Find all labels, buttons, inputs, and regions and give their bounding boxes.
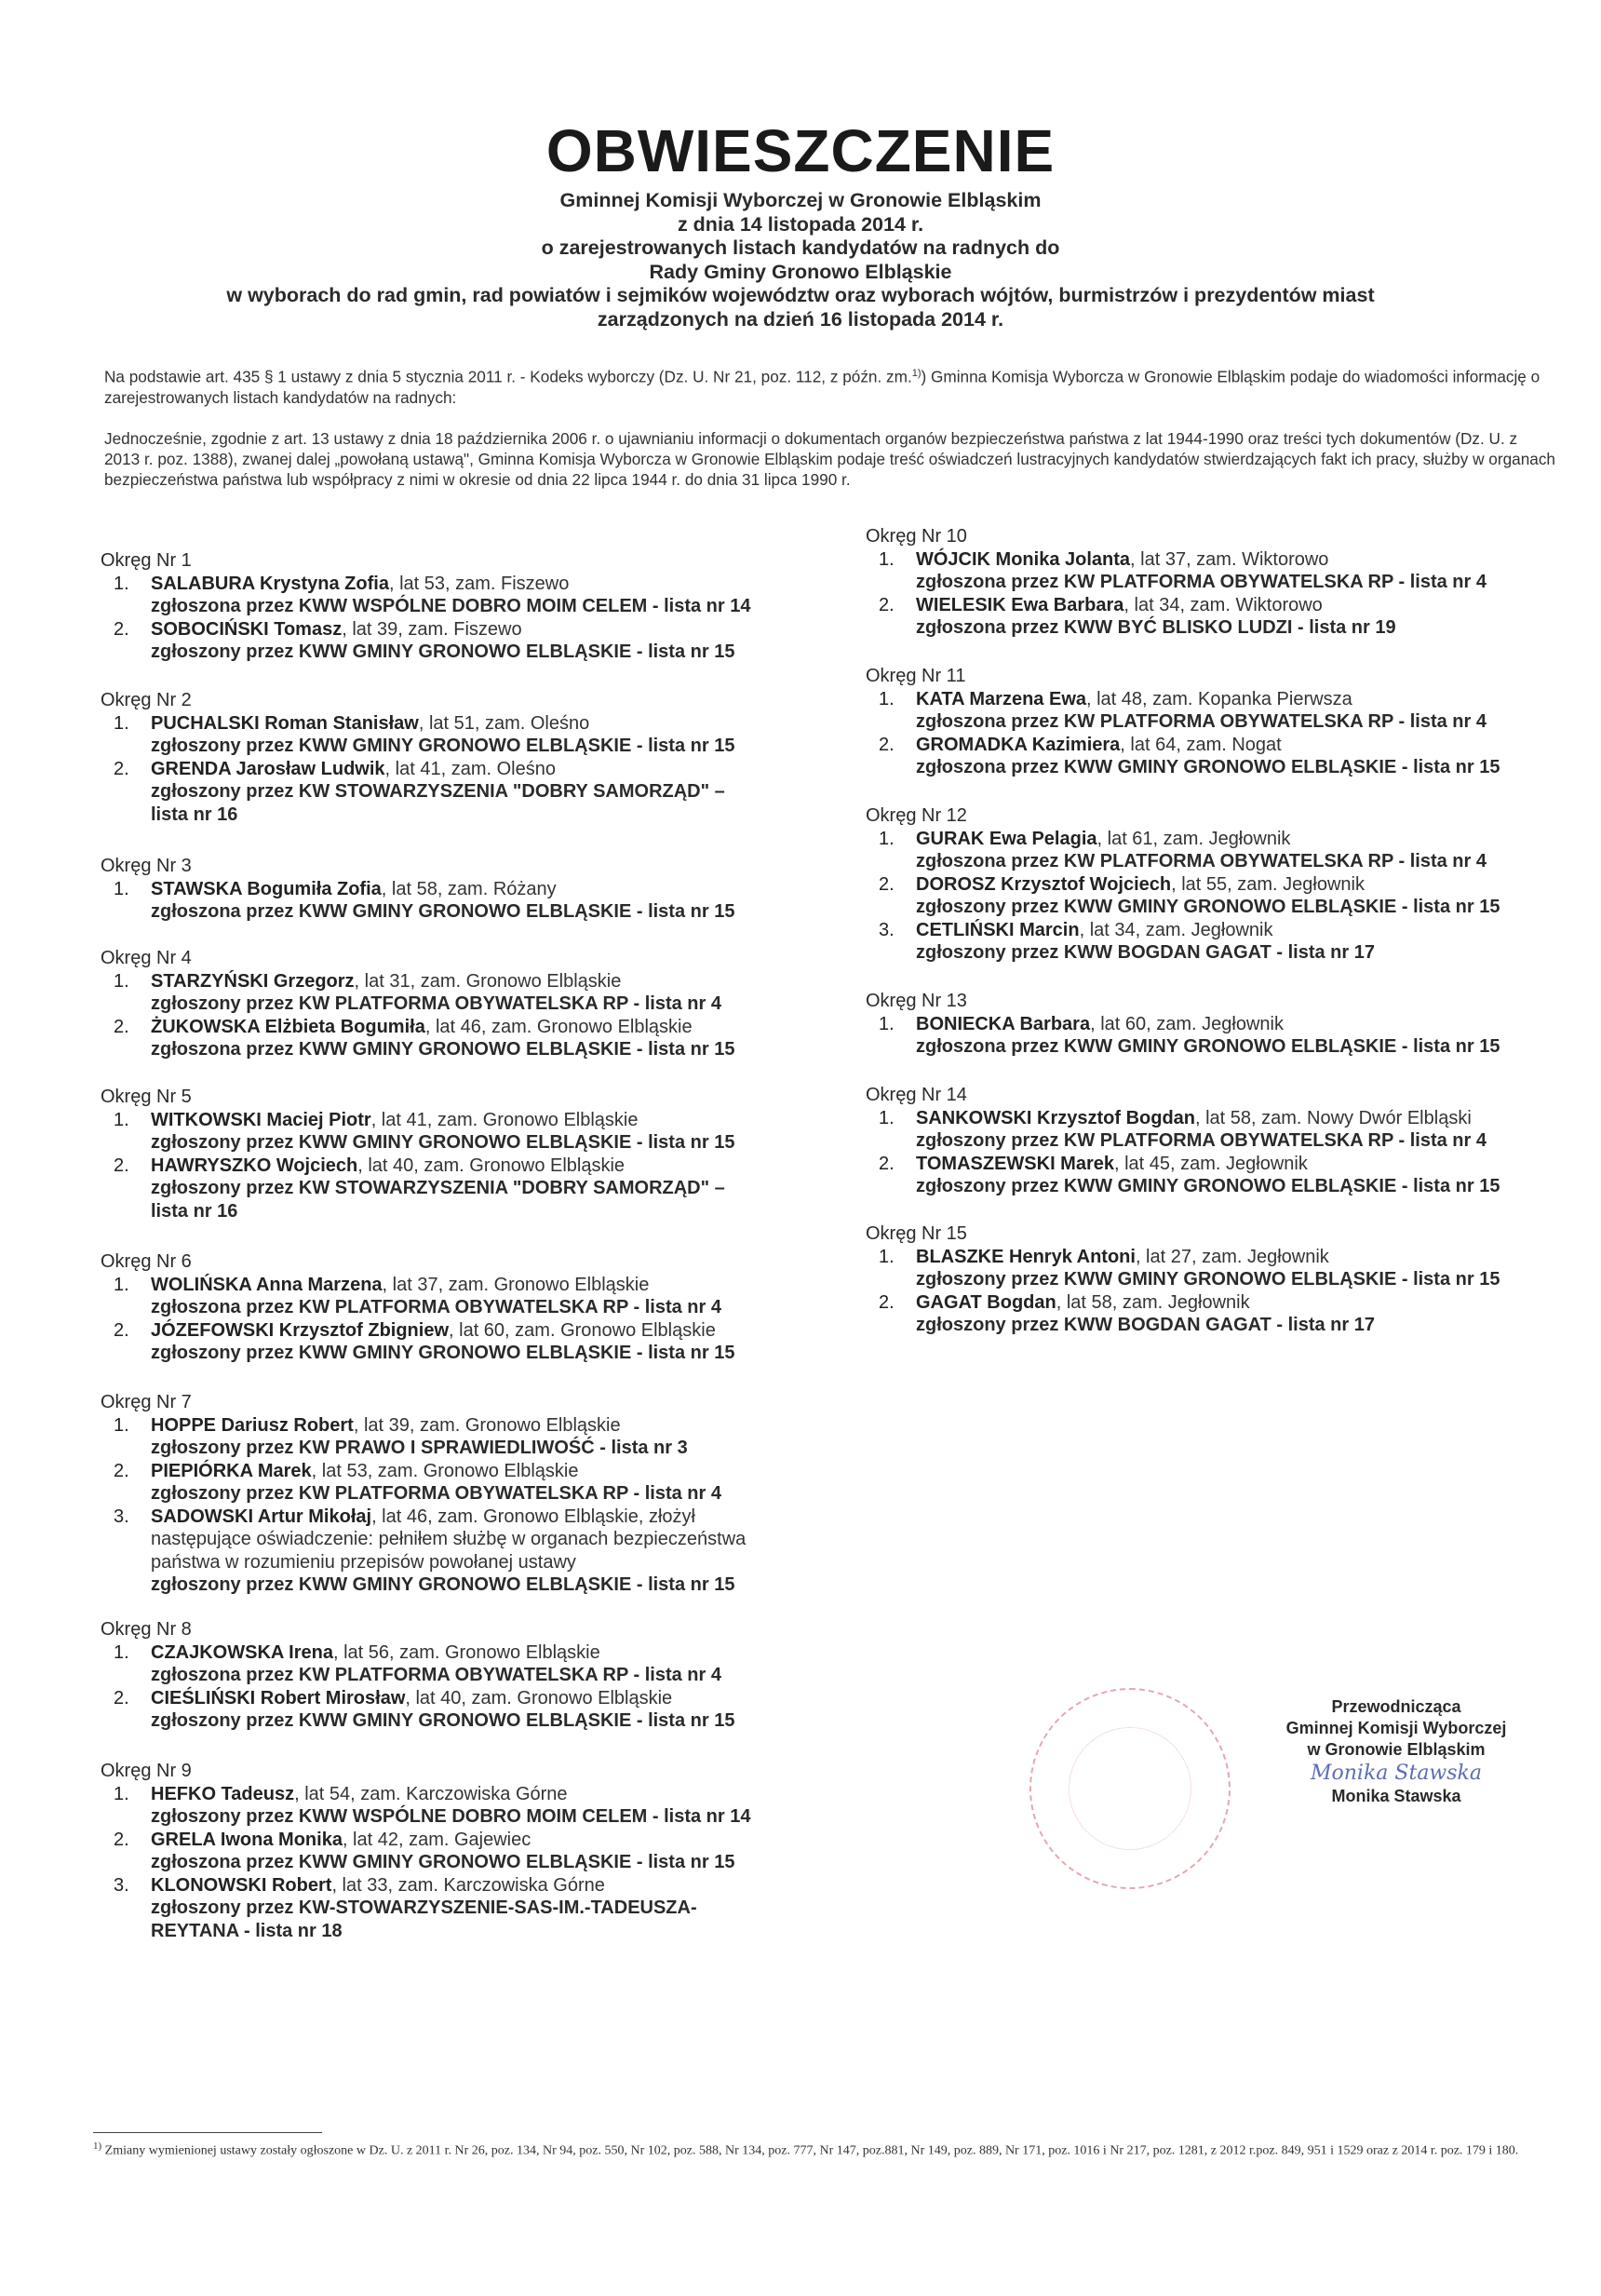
candidate-name: WOLIŃSKA Anna Marzena — [151, 1274, 383, 1295]
candidate-line — [916, 1291, 1573, 1315]
document-title: OBWIESZCZENIE — [545, 117, 1056, 184]
candidate-number: 1. — [114, 1783, 129, 1804]
signatory-role: Gminnej Komisji Wyborczej — [1285, 1719, 1507, 1737]
district-block — [101, 1391, 808, 1597]
candidate-name: STAWSKA Bogumiła Zofia — [151, 878, 382, 899]
official-stamp — [1029, 1688, 1231, 1889]
document-subtitle — [0, 189, 1601, 331]
candidate-name: TOMASZEWSKI Marek — [916, 1153, 1114, 1174]
footnote-text: Zmiany wymienionej ustawy zostały ogłoszone w Dz. U. z 2011 r. Nr 26, poz. 134, Nr 94, poz. 550, Nr 102, poz. 588, Nr 134, poz. 777, Nr 147, poz.881, Nr 149, poz. 889, Nr 171, poz. 1016 i Nr 217, poz. 1281, z 2012 r.poz. 849, 951 i 1529 oraz z 2014 r. poz. 179 i 180. — [104, 2143, 1519, 2158]
submitting-committee: lista nr 16 — [151, 804, 238, 825]
candidate-entry — [101, 970, 808, 1016]
candidate-name: SANKOWSKI Krzysztof Bogdan — [916, 1107, 1195, 1128]
submitting-committee: zgłoszony przez KW PLATFORMA OBYWATELSKA RP - lista nr 4 — [151, 993, 721, 1014]
candidate-line — [151, 1687, 808, 1710]
candidate-entry — [101, 1109, 808, 1155]
candidate-entry — [101, 618, 808, 664]
candidate-entry — [101, 1274, 808, 1319]
candidate-line — [151, 1274, 808, 1297]
candidate-entry — [866, 734, 1573, 779]
candidate-line — [916, 1107, 1573, 1130]
candidate-entry — [866, 548, 1573, 594]
candidate-details: , lat 34, zam. Wiktorowo — [1123, 594, 1323, 615]
district-block — [866, 525, 1573, 640]
candidate-name: SOBOCIŃSKI Tomasz — [151, 618, 343, 640]
candidate-number: 2. — [879, 1291, 895, 1313]
candidate-name: GAGAT Bogdan — [916, 1291, 1056, 1313]
candidate-entry — [101, 878, 808, 924]
candidate-name: JÓZEFOWSKI Krzysztof Zbigniew — [151, 1319, 450, 1341]
candidate-details: , lat 56, zam. Gronowo Elbląskie — [332, 1641, 600, 1663]
district-heading: Okręg Nr 1 — [101, 550, 192, 571]
candidate-line — [151, 970, 808, 993]
candidate-details: , lat 54, zam. Karczowiska Górne — [294, 1783, 568, 1804]
candidate-number: 2. — [114, 1460, 129, 1481]
candidate-name: CETLIŃSKI Marcin — [916, 919, 1080, 940]
district-block — [101, 947, 808, 1061]
candidate-entry — [101, 573, 808, 618]
submitting-committee: zgłoszona przez KW PLATFORMA OBYWATELSKA RP - lista nr 4 — [916, 711, 1487, 732]
candidate-details: , lat 53, zam. Gronowo Elbląskie — [311, 1460, 579, 1481]
candidate-name: PIEPIÓRKA Marek — [151, 1460, 312, 1481]
district-heading: Okręg Nr 10 — [866, 526, 967, 547]
candidate-line — [151, 1155, 808, 1178]
candidate-name: SADOWSKI Artur Mikołaj — [151, 1506, 372, 1527]
candidate-entry — [866, 688, 1573, 734]
subtitle-line: Gminnej Komisji Wyborczej w Gronowie Elbląskim — [559, 189, 1042, 211]
candidate-number: 1. — [114, 573, 129, 594]
submitting-committee: zgłoszona przez KWW GMINY GRONOWO ELBLĄSKIE - lista nr 15 — [151, 1852, 735, 1872]
candidate-line — [916, 548, 1573, 572]
submitting-committee: zgłoszony przez KW PRAWO I SPRAWIEDLIWOŚĆ - lista nr 3 — [151, 1438, 688, 1458]
submitting-committee: lista nr 16 — [151, 1200, 238, 1222]
candidate-number: 2. — [114, 1829, 129, 1850]
candidate-line — [916, 828, 1573, 851]
submitting-committee: zgłoszona przez KW PLATFORMA OBYWATELSKA RP - lista nr 4 — [916, 572, 1487, 592]
intro-paragraph-lustration: Jednocześnie, zgodnie z art. 13 ustawy z dnia 18 października 2006 r. o ujawnianiu informacji o dokumentach organów bezpieczeństwa państwa z lat 1944-1990 oraz treści tych dokumentów (Dz. U. z 2013 r. poz. 1388), zwanej dalej „powołaną ustawą", Gminna Komisja Wyborcza w Gronowie Elbląskim podaje treść oświadczeń lustracyjnych kandydatów stwierdzających fakt ich pracy, służby w organach bezpieczeństwa państwa lub współpracy z nimi w okresie od dnia 22 lipca 1944 r. do dnia 31 lipca 1990 r. — [104, 429, 1555, 489]
candidate-line — [916, 688, 1573, 711]
candidate-number: 2. — [114, 1016, 129, 1037]
candidate-line — [151, 1829, 808, 1852]
submitting-committee: zgłoszony przez KWW GMINY GRONOWO ELBLĄSKIE - lista nr 15 — [151, 1710, 735, 1731]
intro-text: ) Gminna Komisja Wyborcza w Gronowie Elbląskim podaje do wiadomości informację o zarejestrowanych listach kandydatów na radnych: — [104, 367, 1540, 407]
candidate-line — [916, 1013, 1573, 1036]
subtitle-line: z dnia 14 listopada 2014 r. — [677, 212, 924, 236]
candidate-name: WIELESIK Ewa Barbara — [916, 594, 1124, 615]
candidate-entry — [866, 1153, 1573, 1198]
candidate-line — [151, 1641, 808, 1665]
candidate-line — [916, 594, 1573, 617]
district-heading: Okręg Nr 6 — [101, 1251, 192, 1272]
signatory-role: Przewodnicząca — [1331, 1697, 1461, 1716]
candidate-name: STARZYŃSKI Grzegorz — [151, 970, 355, 992]
submitting-committee: zgłoszona przez KWW WSPÓLNE DOBRO MOIM CELEM - lista nr 14 — [151, 596, 751, 616]
candidate-number: 2. — [879, 1153, 895, 1174]
subtitle-line: o zarejestrowanych listach kandydatów na radnych do — [541, 236, 1060, 259]
district-block — [866, 1222, 1573, 1337]
submitting-committee: zgłoszony przez KW PLATFORMA OBYWATELSKA RP - lista nr 4 — [151, 1483, 721, 1504]
candidate-entry — [866, 919, 1573, 965]
candidate-entry — [866, 828, 1573, 873]
candidate-line — [151, 878, 808, 901]
submitting-committee: zgłoszona przez KWW GMINY GRONOWO ELBLĄSKIE - lista nr 15 — [916, 757, 1500, 777]
candidate-name: BONIECKA Barbara — [916, 1013, 1091, 1034]
candidate-line — [916, 919, 1573, 942]
candidate-name: CIEŚLIŃSKI Robert Mirosław — [151, 1687, 406, 1708]
candidate-name: GRENDA Jarosław Ludwik — [151, 758, 385, 779]
candidate-details: , lat 46, zam. Gronowo Elbląskie — [424, 1016, 693, 1037]
candidate-line — [151, 1460, 808, 1483]
district-heading: Okręg Nr 7 — [101, 1392, 192, 1412]
candidate-details: , lat 34, zam. Jegłownik — [1079, 919, 1273, 940]
candidate-number: 1. — [114, 970, 129, 992]
district-block — [101, 1086, 808, 1222]
submitting-committee: zgłoszony przez KW STOWARZYSZENIA "DOBRY SAMORZĄD" – — [151, 781, 725, 802]
subtitle-line: zarządzonych na dzień 16 listopada 2014 r. — [597, 307, 1004, 331]
candidate-entry — [866, 1291, 1573, 1337]
candidate-details: , lat 60, zam. Gronowo Elbląskie — [449, 1319, 716, 1341]
candidate-entry — [101, 1783, 808, 1829]
candidate-number: 3. — [879, 919, 895, 940]
candidate-details: , lat 61, zam. Jegłownik — [1096, 828, 1291, 849]
submitting-committee: zgłoszona przez KW PLATFORMA OBYWATELSKA RP - lista nr 4 — [151, 1665, 721, 1685]
candidate-details: , lat 53, zam. Fiszewo — [388, 573, 570, 594]
official-stamp-inner — [1069, 1727, 1191, 1850]
candidate-entry — [101, 758, 808, 827]
candidate-number: 1. — [114, 878, 129, 899]
district-heading: Okręg Nr 9 — [101, 1761, 192, 1781]
candidate-number: 1. — [114, 1414, 129, 1436]
district-heading: Okręg Nr 4 — [101, 948, 192, 968]
submitting-committee: zgłoszony przez KW PLATFORMA OBYWATELSKA RP - lista nr 4 — [916, 1130, 1487, 1151]
candidate-name: KATA Marzena Ewa — [916, 688, 1086, 709]
candidate-details: , lat 41, zam. Oleśno — [384, 758, 556, 779]
submitting-committee: zgłoszona przez KW PLATFORMA OBYWATELSKA RP - lista nr 4 — [916, 851, 1487, 871]
candidate-line — [151, 573, 808, 596]
signature-block — [1247, 1696, 1545, 1806]
submitting-committee: zgłoszony przez KW-STOWARZYSZENIE-SAS-IM.-TADEUSZA- — [151, 1898, 697, 1918]
footnote-ref: 1) — [911, 368, 922, 379]
candidate-details: , lat 33, zam. Karczowiska Górne — [331, 1874, 605, 1896]
submitting-committee: zgłoszony przez KWW GMINY GRONOWO ELBLĄSKIE - lista nr 15 — [151, 1343, 735, 1363]
district-heading: Okręg Nr 11 — [866, 666, 966, 686]
submitting-committee: zgłoszona przez KWW BYĆ BLISKO LUDZI - lista nr 19 — [916, 617, 1396, 638]
submitting-committee: zgłoszony przez KWW GMINY GRONOWO ELBLĄSKIE - lista nr 15 — [916, 897, 1500, 917]
candidate-details: , lat 58, zam. Jegłownik — [1056, 1291, 1250, 1313]
submitting-committee: REYTANA - lista nr 18 — [151, 1920, 343, 1941]
candidate-line — [151, 1414, 808, 1438]
district-heading: Okręg Nr 15 — [866, 1223, 967, 1244]
candidate-number: 1. — [114, 1641, 129, 1663]
candidate-line — [151, 712, 808, 736]
candidate-number: 2. — [114, 1687, 129, 1708]
submitting-committee: zgłoszony przez KWW GMINY GRONOWO ELBLĄSKIE - lista nr 15 — [151, 1574, 735, 1595]
district-block — [101, 855, 808, 924]
district-block — [866, 990, 1573, 1059]
candidate-line — [916, 734, 1573, 757]
candidate-line — [151, 758, 808, 781]
candidate-entry — [101, 1460, 808, 1506]
candidate-details: , lat 31, zam. Gronowo Elbląskie — [354, 970, 622, 992]
candidate-details: , lat 48, zam. Kopanka Pierwsza — [1086, 688, 1352, 709]
candidate-name: HAWRYSZKO Wojciech — [151, 1155, 358, 1176]
candidate-number: 2. — [879, 594, 895, 615]
candidate-details: , lat 41, zam. Gronowo Elbląskie — [370, 1109, 639, 1130]
candidate-entry — [101, 1829, 808, 1874]
submitting-committee: zgłoszony przez KWW GMINY GRONOWO ELBLĄSKIE - lista nr 15 — [151, 736, 735, 756]
submitting-committee: zgłoszony przez KWW GMINY GRONOWO ELBLĄSKIE - lista nr 15 — [916, 1269, 1500, 1290]
candidate-entry — [866, 1246, 1573, 1291]
candidate-number: 1. — [879, 548, 895, 570]
district-block — [101, 1760, 808, 1942]
submitting-committee: zgłoszony przez KWW BOGDAN GAGAT - lista nr 17 — [916, 942, 1375, 963]
candidate-name: GROMADKA Kazimiera — [916, 734, 1121, 755]
candidate-details: , lat 58, zam. Różany — [381, 878, 557, 899]
footnote — [93, 2136, 1564, 2162]
district-block — [866, 1084, 1573, 1198]
candidate-entry — [101, 1506, 808, 1597]
candidate-line — [151, 1319, 808, 1343]
district-heading: Okręg Nr 12 — [866, 805, 967, 826]
candidate-number: 1. — [879, 1246, 895, 1267]
submitting-committee: zgłoszona przez KW PLATFORMA OBYWATELSKA RP - lista nr 4 — [151, 1297, 721, 1317]
candidate-name: GURAK Ewa Pelagia — [916, 828, 1097, 849]
candidate-statement: następujące oświadczenie: pełniłem służbę w organach bezpieczeństwa — [151, 1529, 747, 1549]
candidate-entry — [101, 1016, 808, 1061]
district-heading: Okręg Nr 14 — [866, 1085, 967, 1105]
candidate-entry — [101, 1874, 808, 1943]
district-heading: Okręg Nr 3 — [101, 856, 192, 876]
candidate-name: BLASZKE Henryk Antoni — [916, 1246, 1136, 1267]
candidate-line — [151, 1874, 808, 1898]
district-block — [101, 1250, 808, 1365]
candidate-number: 3. — [114, 1874, 129, 1896]
candidate-name: GRELA Iwona Monika — [151, 1829, 343, 1850]
district-block — [101, 549, 808, 664]
submitting-committee: zgłoszony przez KWW GMINY GRONOWO ELBLĄSKIE - lista nr 15 — [916, 1176, 1500, 1196]
candidate-name: KLONOWSKI Robert — [151, 1874, 332, 1896]
candidate-name: WITKOWSKI Maciej Piotr — [151, 1109, 371, 1130]
candidate-name: CZAJKOWSKA Irena — [151, 1641, 333, 1663]
candidate-entry — [101, 1319, 808, 1365]
candidate-details: , lat 55, zam. Jegłownik — [1171, 873, 1365, 895]
submitting-committee: zgłoszony przez KWW GMINY GRONOWO ELBLĄSKIE - lista nr 15 — [151, 1132, 735, 1153]
candidate-line — [151, 1506, 808, 1529]
candidate-number: 2. — [114, 1319, 129, 1341]
district-block — [866, 665, 1573, 779]
candidate-number: 1. — [114, 712, 129, 734]
candidate-entry — [101, 1641, 808, 1687]
candidate-entry — [866, 594, 1573, 640]
candidate-entry — [101, 712, 808, 758]
candidate-name: ŻUKOWSKA Elżbieta Bogumiła — [151, 1016, 425, 1037]
candidate-details: , lat 39, zam. Gronowo Elbląskie — [353, 1414, 621, 1436]
candidate-line — [916, 873, 1573, 897]
candidate-number: 1. — [879, 688, 895, 709]
candidate-details: , lat 37, zam. Gronowo Elbląskie — [382, 1274, 650, 1295]
candidate-line — [151, 1109, 808, 1132]
candidate-name: HEFKO Tadeusz — [151, 1783, 295, 1804]
candidate-details: , lat 60, zam. Jegłownik — [1090, 1013, 1284, 1034]
candidate-details: , lat 58, zam. Nowy Dwór Elbląski — [1195, 1107, 1472, 1128]
submitting-committee: zgłoszona przez KWW GMINY GRONOWO ELBLĄSKIE - lista nr 15 — [916, 1036, 1500, 1057]
candidate-number: 1. — [879, 1013, 895, 1034]
candidate-number: 1. — [114, 1109, 129, 1130]
submitting-committee: zgłoszona przez KWW GMINY GRONOWO ELBLĄSKIE - lista nr 15 — [151, 1039, 735, 1060]
candidate-details: , lat 46, zam. Gronowo Elbląskie, złożył — [371, 1506, 695, 1527]
district-block — [866, 804, 1573, 965]
submitting-committee: zgłoszony przez KW STOWARZYSZENIA "DOBRY SAMORZĄD" – — [151, 1178, 725, 1198]
submitting-committee: zgłoszona przez KWW GMINY GRONOWO ELBLĄSKIE - lista nr 15 — [151, 901, 735, 922]
candidate-details: , lat 42, zam. Gajewiec — [342, 1829, 531, 1850]
candidate-entry — [866, 1013, 1573, 1059]
submitting-committee: zgłoszony przez KWW WSPÓLNE DOBRO MOIM CELEM - lista nr 14 — [151, 1806, 751, 1827]
candidate-name: SALABURA Krystyna Zofia — [151, 573, 389, 594]
candidate-name: HOPPE Dariusz Robert — [151, 1414, 354, 1436]
candidate-entry — [866, 1107, 1573, 1153]
candidate-name: WÓJCIK Monika Jolanta — [916, 548, 1131, 570]
candidate-statement: państwa w rozumieniu przepisów powołanej ustawy — [151, 1551, 576, 1573]
candidate-number: 2. — [114, 618, 129, 640]
candidate-line — [151, 1016, 808, 1039]
candidate-number: 2. — [879, 873, 895, 895]
signatory-role: w Gronowie Elbląskim — [1307, 1740, 1486, 1759]
candidate-name: PUCHALSKI Roman Stanisław — [151, 712, 419, 734]
candidate-line — [916, 1153, 1573, 1176]
candidate-name: DOROSZ Krzysztof Wojciech — [916, 873, 1172, 895]
district-heading: Okręg Nr 13 — [866, 991, 967, 1011]
candidate-entry — [101, 1687, 808, 1733]
candidate-entry — [101, 1155, 808, 1223]
subtitle-line: w wyborach do rad gmin, rad powiatów i sejmików województw oraz wyborach wójtów, burmistrzów i prezydentów miast — [226, 284, 1375, 306]
district-heading: Okręg Nr 8 — [101, 1619, 192, 1640]
intro-text: Na podstawie art. 435 § 1 ustawy z dnia 5 stycznia 2011 r. - Kodeks wyborczy (Dz. U. Nr 21, poz. 112, z późn. zm. — [104, 367, 912, 386]
signatory-name: Monika Stawska — [1331, 1787, 1461, 1805]
submitting-committee: zgłoszony przez KWW BOGDAN GAGAT - lista nr 17 — [916, 1315, 1375, 1335]
candidate-number: 1. — [879, 1107, 895, 1128]
candidate-details: , lat 37, zam. Wiktorowo — [1130, 548, 1329, 570]
candidate-details: , lat 27, zam. Jegłownik — [1135, 1246, 1329, 1267]
district-heading: Okręg Nr 2 — [101, 690, 192, 710]
candidate-line — [151, 618, 808, 642]
candidate-details: , lat 39, zam. Fiszewo — [342, 618, 522, 640]
candidate-number: 2. — [879, 734, 895, 755]
footnote-divider — [93, 2132, 322, 2133]
subtitle-line: Rady Gminy Gronowo Elbląskie — [649, 260, 952, 283]
candidate-line — [151, 1783, 808, 1806]
candidate-number: 2. — [114, 758, 129, 779]
candidate-number: 1. — [879, 828, 895, 849]
footnote-marker: 1) — [93, 2141, 102, 2152]
candidate-number: 2. — [114, 1155, 129, 1176]
district-block — [101, 689, 808, 826]
candidate-details: , lat 64, zam. Nogat — [1120, 734, 1282, 755]
candidate-entry — [101, 1414, 808, 1460]
candidate-number: 1. — [114, 1274, 129, 1295]
district-block — [101, 1618, 808, 1733]
candidate-number: 3. — [114, 1506, 129, 1527]
candidate-entry — [866, 873, 1573, 919]
candidate-details: , lat 40, zam. Gronowo Elbląskie — [357, 1155, 626, 1176]
district-heading: Okręg Nr 5 — [101, 1087, 192, 1107]
handwritten-signature: Monika Stawska — [1310, 1762, 1482, 1785]
submitting-committee: zgłoszony przez KWW GMINY GRONOWO ELBLĄSKIE - lista nr 15 — [151, 642, 735, 662]
candidate-details: , lat 45, zam. Jegłownik — [1114, 1153, 1308, 1174]
candidate-details: , lat 51, zam. Oleśno — [418, 712, 590, 734]
intro-paragraph-legal-basis — [104, 363, 1556, 408]
candidate-details: , lat 40, zam. Gronowo Elbląskie — [405, 1687, 673, 1708]
candidate-line — [916, 1246, 1573, 1269]
